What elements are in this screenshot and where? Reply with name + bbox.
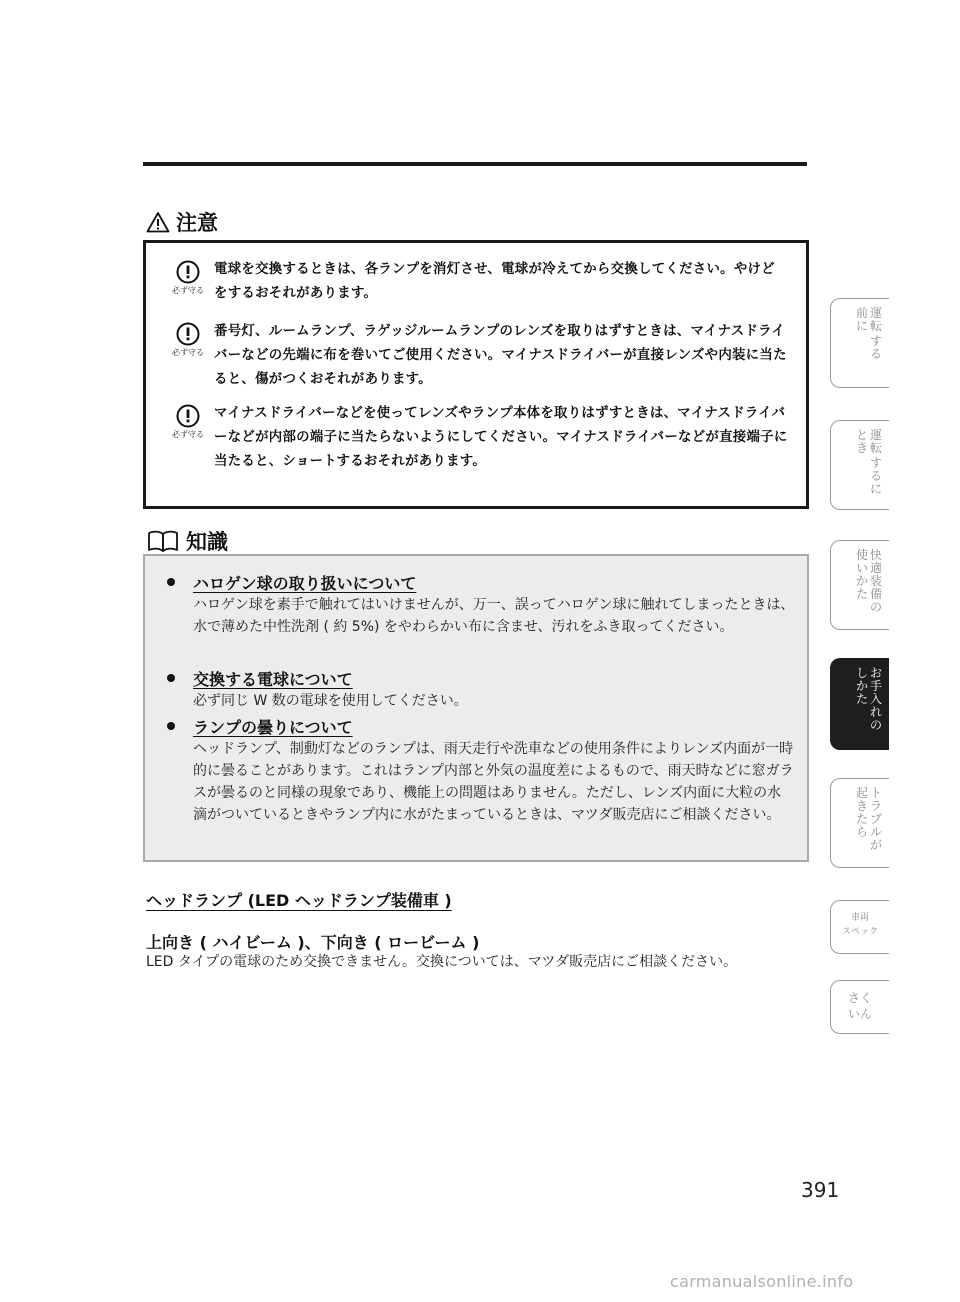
side-tab-before-driving[interactable] bbox=[830, 298, 889, 388]
page-number: 391 bbox=[801, 1178, 840, 1202]
warning-triangle-icon bbox=[146, 211, 170, 233]
side-tab-label: 運 転 bbox=[869, 306, 882, 333]
must-observe-icon bbox=[162, 402, 214, 474]
knowledge-title bbox=[146, 526, 228, 556]
caution-title bbox=[146, 207, 218, 237]
open-book-icon bbox=[146, 529, 180, 553]
bullet-icon bbox=[167, 674, 175, 682]
knowledge-heading-text: 交換する電球について bbox=[193, 669, 353, 689]
side-tab-label: お 手 入 れ の bbox=[869, 666, 882, 732]
side-tab-label: 使 い か た bbox=[855, 548, 868, 601]
caution-box bbox=[143, 240, 809, 509]
side-tab-label: 車両 bbox=[850, 913, 869, 923]
knowledge-heading-text: ハロゲン球の取り扱いについて bbox=[193, 573, 417, 593]
side-tab-label: 快 適 装 備 の bbox=[869, 548, 882, 614]
section-subheading: 上向き ( ハイビーム )、下向き ( ロービーム ) bbox=[146, 933, 480, 952]
side-tab-label: スペック bbox=[841, 927, 878, 937]
caution-text: 番号灯、ルームランプ、ラゲッジルームランプのレンズを取りはずすときは、マイナスドライバーなどの先端に布を巻いてご使用ください。マイナスドライバーが直接レンズや内装に当たると、傷がつくおそれがあります。 bbox=[214, 324, 787, 387]
knowledge-box bbox=[143, 554, 809, 862]
section-body: LED タイプの電球のため交換できません。交換については、マツダ販売店にご相談ください。 bbox=[146, 954, 738, 970]
knowledge-item-heading bbox=[163, 714, 795, 738]
must-observe-icon bbox=[162, 258, 214, 306]
side-tab-label: す る に bbox=[869, 456, 882, 496]
must-observe-label: 必ず守る bbox=[172, 348, 204, 357]
side-tab-label: と き bbox=[855, 428, 868, 455]
side-tab-label: し か た bbox=[855, 666, 868, 706]
knowledge-item-heading bbox=[163, 666, 795, 690]
side-tab-troubleshooting[interactable] bbox=[830, 778, 889, 868]
knowledge-title-text: 知識 bbox=[186, 530, 228, 554]
knowledge-item-heading bbox=[163, 570, 795, 594]
section-heading: ヘッドランプ (LED ヘッドランプ装備車 ) bbox=[146, 891, 452, 910]
side-tab-when-driving[interactable] bbox=[830, 420, 889, 510]
side-tab-label: いん bbox=[847, 1007, 872, 1021]
must-observe-label: 必ず守る bbox=[172, 286, 204, 295]
must-observe-label: 必ず守る bbox=[172, 430, 204, 439]
top-rule bbox=[143, 162, 807, 166]
knowledge-heading-text: ランプの曇りについて bbox=[193, 717, 353, 737]
must-observe-icon bbox=[162, 320, 214, 392]
side-tab-index[interactable] bbox=[830, 980, 889, 1034]
knowledge-item-body: 必ず同じ W 数の電球を使用してください。 bbox=[193, 693, 468, 709]
side-tab-label: 起 き た ら bbox=[855, 786, 868, 839]
bullet-icon bbox=[167, 722, 175, 730]
watermark: carmanualsonline.info bbox=[670, 1272, 854, 1291]
knowledge-item bbox=[163, 666, 795, 712]
side-tab-label: 前 に bbox=[855, 306, 868, 333]
bullet-icon bbox=[167, 578, 175, 586]
caution-text: マイナスドライバーなどを使ってレンズやランプ本体を取りはずすときは、マイナスドライバーなどが内部の端子に当たらないようにしてください。マイナスドライバーなどが直接端子に当たると、ショートするおそれがあります。 bbox=[214, 406, 788, 469]
side-tab-vehicle-specs[interactable] bbox=[830, 900, 889, 954]
side-tab-comfort-equipment[interactable] bbox=[830, 540, 889, 630]
side-tab-maintenance[interactable] bbox=[830, 658, 889, 750]
caution-item bbox=[162, 402, 802, 474]
caution-item bbox=[162, 258, 802, 306]
side-tab-label: さく bbox=[847, 991, 872, 1005]
side-tab-label: す る bbox=[869, 334, 882, 361]
caution-item bbox=[162, 320, 802, 392]
caution-text: 電球を交換するときは、各ランプを消灯させ、電球が冷えてから交換してください。やけどをするおそれがあります。 bbox=[214, 262, 775, 301]
side-tab-label: 運 転 bbox=[869, 428, 882, 455]
knowledge-item bbox=[163, 714, 795, 826]
knowledge-item-body: ハロゲン球を素手で触れてはいけませんが、万一、誤ってハロゲン球に触れてしまったときは、水で薄めた中性洗剤 ( 約 5%) をやわらかい布に含ませ、汚れをふき取ってください。 bbox=[193, 597, 795, 635]
knowledge-item-body: ヘッドランプ、制動灯などのランプは、雨天走行や洗車などの使用条件によりレンズ内面が一時的に曇ることがあります。これはランプ内部と外気の温度差によるもので、雨天時などに窓ガラスが曇るのと同様の現象であり、機能上の問題はありません。ただし、レンズ内面に大粒の水滴がついているときやランプ内に水がたまっているときは、マツダ販売店にご相談ください。 bbox=[193, 741, 794, 823]
side-tab-label: ト ラ ブ ル が bbox=[869, 786, 882, 852]
caution-title-text: 注意 bbox=[176, 211, 218, 235]
knowledge-item bbox=[163, 570, 795, 638]
